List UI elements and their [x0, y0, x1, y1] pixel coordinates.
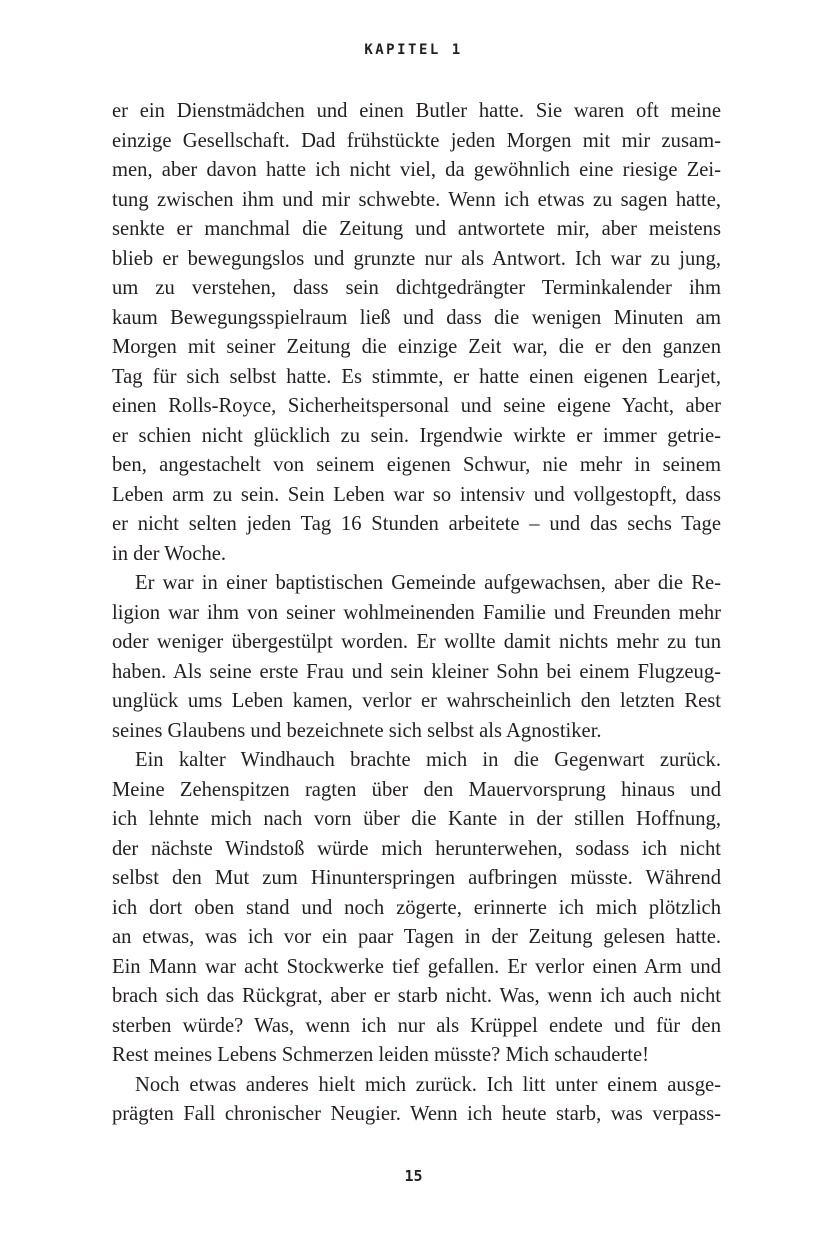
- text-line: senkte er manchmal die Zeitung und antwortete mir, aber meistens: [112, 218, 721, 240]
- text-line: Leben arm zu sein. Sein Leben war so intensiv und vollgestopft, dass: [112, 483, 721, 506]
- paragraph: [112, 97, 721, 569]
- text-line: der nächste Windstoß würde mich herunterwehen, sodass ich nicht: [112, 837, 721, 860]
- text-line: in der Woche.: [112, 542, 227, 565]
- paragraph: [112, 1071, 721, 1130]
- paragraph: [112, 569, 721, 746]
- text-line: haben. Als seine erste Frau und sein kleiner Sohn bei einem Flugzeug-: [112, 660, 721, 683]
- text-line: um zu verstehen, dass sein dichtgedrängter Terminkalender ihm: [112, 277, 721, 299]
- text-line: Er war in einer baptistischen Gemeinde aufgewachsen, aber die Re-: [135, 572, 721, 594]
- text-line: Tag für sich selbst hatte. Es stimmte, er hatte einen eigenen Learjet,: [112, 365, 721, 388]
- paragraph: [112, 746, 721, 1071]
- text-line: brach sich das Rückgrat, aber er starb nicht. Was, wenn ich auch nicht: [112, 985, 721, 1007]
- text-line: Rest meines Lebens Schmerzen leiden müsste? Mich schauderte!: [112, 1044, 649, 1066]
- text-line: er schien nicht glücklich zu sein. Irgendwie wirkte er immer getrie-: [112, 424, 721, 447]
- text-line: kaum Bewegungsspielraum ließ und dass die wenigen Minuten am: [112, 306, 721, 329]
- text-line: sterben würde? Was, wenn ich nur als Krüppel endete und für den: [112, 1014, 721, 1037]
- running-head: KAPITEL 1: [364, 42, 463, 58]
- text-line: unglück ums Leben kamen, verlor er wahrscheinlich den letzten Rest: [112, 690, 721, 712]
- text-line: prägten Fall chronischer Neugier. Wenn ich heute starb, was verpass-: [112, 1103, 721, 1125]
- text-line: tung zwischen ihm und mir schwebte. Wenn ich etwas zu sagen hatte,: [112, 188, 721, 211]
- text-line: selbst den Mut zum Hinunterspringen aufbringen müsste. Während: [112, 867, 721, 889]
- text-line: einzige Gesellschaft. Dad frühstückte jeden Morgen mit mir zusam-: [112, 129, 721, 152]
- text-line: seines Glaubens und bezeichnete sich selbst als Agnostiker.: [112, 719, 602, 742]
- text-line: blieb er bewegungslos und grunzte nur als Antwort. Ich war zu jung,: [112, 247, 721, 270]
- text-line: Ein kalter Windhauch brachte mich in die Gegenwart zurück.: [135, 749, 721, 771]
- text-line: er nicht selten jeden Tag 16 Stunden arbeitete – und das sechs Tage: [112, 513, 721, 535]
- text-line: Morgen mit seiner Zeitung die einzige Zeit war, die er den ganzen: [112, 336, 721, 358]
- text-line: Meine Zehenspitzen ragten über den Mauervorsprung hinaus und: [112, 778, 721, 801]
- text-line: Noch etwas anderes hielt mich zurück. Ich litt unter einem ausge-: [135, 1073, 721, 1096]
- text-line: oder weniger übergestülpt worden. Er wollte damit nichts mehr zu tun: [112, 631, 721, 653]
- text-line: an etwas, was ich vor ein paar Tagen in der Zeitung gelesen hatte.: [112, 926, 721, 948]
- text-line: ich dort oben stand und noch zögerte, erinnerte ich mich plötzlich: [112, 896, 721, 919]
- page-number: 15: [404, 1167, 423, 1185]
- text-line: men, aber davon hatte ich nicht viel, da gewöhnlich eine riesige Zei-: [112, 159, 721, 181]
- text-line: ligion war ihm von seiner wohlmeinenden Familie und Freunden mehr: [112, 601, 721, 624]
- body-text: [112, 97, 721, 1130]
- text-line: Ein Mann war acht Stockwerke tief gefallen. Er verlor einen Arm und: [112, 955, 721, 978]
- text-line: er ein Dienstmädchen und einen Butler hatte. Sie waren oft meine: [112, 100, 721, 122]
- text-line: ben, angestachelt von seinem eigenen Schwur, nie mehr in seinem: [112, 454, 721, 476]
- text-line: ich lehnte mich nach vorn über die Kante in der stillen Hoffnung,: [112, 808, 721, 830]
- text-line: einen Rolls-Royce, Sicherheitspersonal und seine eigene Yacht, aber: [112, 395, 721, 417]
